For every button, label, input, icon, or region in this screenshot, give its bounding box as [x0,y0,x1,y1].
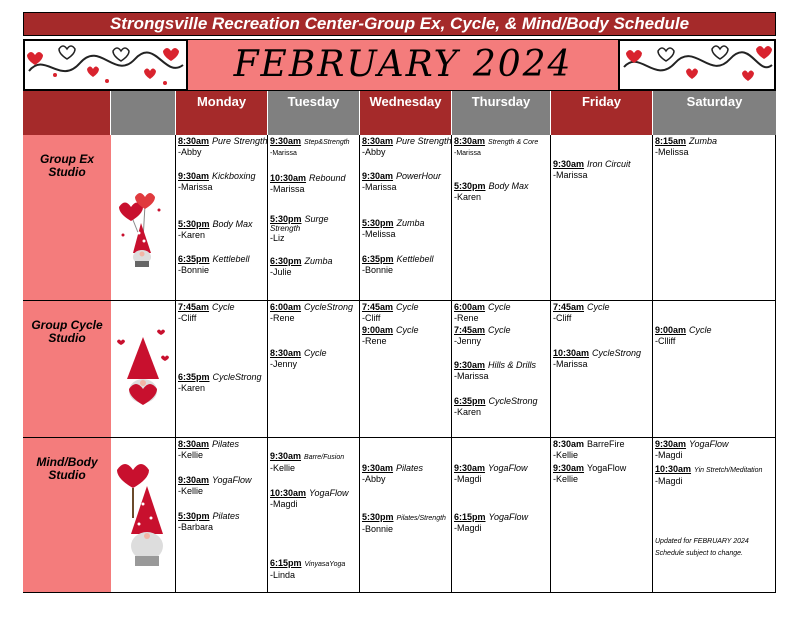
schedule-disclaimer: Schedule subject to change. [655,550,743,557]
class-entry: 6:35pm CycleStrong -Karen [178,372,262,393]
studio-image-cycle [111,301,176,438]
class-entry: 6:35pm CycleStrong -Karen [454,396,538,417]
cell-mindbody-saturday [653,438,776,593]
day-header-tuesday: Tuesday [268,91,360,135]
class-entry: 6:15pm VinyasaYoga -Linda [270,558,346,580]
heart-garland-icon [620,41,774,89]
day-header-saturday: Saturday [653,91,776,135]
heart-garland-right [618,39,776,91]
class-entry: 6:30pm Zumba -Julie [270,256,333,277]
day-header-thursday: Thursday [452,91,551,135]
day-header-wednesday: Wednesday [360,91,452,135]
gnome-heart-sign-icon [111,438,174,591]
class-entry: 9:30am Pilates -Abby [362,463,424,484]
header-corner [23,91,111,135]
class-entry: 5:30pm Pilates/Strength -Bonnie [362,512,446,534]
class-entry: 9:30am Hills & Drills -Marissa [454,360,537,381]
class-entry: 6:15pm YogaFlow -Magdi [454,512,529,533]
cell-cycle-monday [176,301,268,438]
class-entry: 10:30am YogaFlow -Magdi [270,488,349,509]
class-entry: 7:45am Cycle -Cliff [362,302,419,323]
cell-cycle-wednesday [360,301,452,438]
class-entry: 9:30am YogaFlow -Magdi [655,439,729,460]
class-entry: 8:30am Pure Strength -Abby [178,136,268,157]
class-entry: 7:45am Cycle -Jenny [454,325,511,346]
class-entry: 6:00am CycleStrong -Rene [270,302,354,323]
cell-groupex-wednesday [360,135,452,301]
heart-garland-icon [25,41,186,89]
class-entry: 6:35pm Kettlebell -Bonnie [362,254,434,275]
studio-label-mindbody: Mind/Body Studio [23,438,111,593]
cell-cycle-thursday [452,301,551,438]
cell-mindbody-wednesday [360,438,452,593]
class-entry: 5:30pm Pilates -Barbara [178,511,240,532]
class-entry: 9:30am YogaFlow -Kellie [178,475,252,496]
cell-mindbody-tuesday [268,438,360,593]
class-entry: 9:30am YogaFlow -Kellie [553,463,627,484]
class-entry: 8:30am Strength & Core -Marissa [454,136,539,157]
class-entry: 9:30am PowerHour -Marissa [362,171,442,192]
updated-note: Updated for FEBRUARY 2024 [655,538,749,545]
class-entry: 10:30am CycleStrong -Marissa [553,348,642,369]
class-entry: 9:00am Cycle -Rene [362,325,419,346]
class-entry: 9:30am Barre/Fusion -Kellie [270,451,345,473]
cell-groupex-tuesday [268,135,360,301]
class-entry: 5:30pm Body Max -Karen [178,219,253,240]
cell-mindbody-thursday [452,438,551,593]
class-entry: 10:30am Yin Stretch/Meditation -Magdi [655,464,763,486]
class-entry: 7:45am Cycle -Cliff [178,302,235,323]
studio-image-mindbody [111,438,176,593]
page-title: Strongsville Recreation Center-Group Ex, Cycle, & Mind/Body Schedule [23,12,776,36]
class-entry: 8:30am Pilates -Kellie [178,439,240,460]
day-header-monday: Monday [176,91,268,135]
cell-groupex-monday [176,135,268,301]
class-entry: 5:30pm Surge Strength -Liz [270,214,329,243]
class-entry: 6:00am Cycle -Rene [454,302,511,323]
header-image-column [111,91,176,135]
gnome-love-icon [111,301,174,436]
class-entry: 5:30pm Zumba -Melissa [362,218,425,239]
class-entry: 6:35pm Kettlebell -Bonnie [178,254,250,275]
class-entry: 9:30am Kickboxing -Marissa [178,171,256,192]
cell-groupex-saturday [653,135,776,301]
cell-mindbody-monday [176,438,268,593]
cell-cycle-saturday [653,301,776,438]
cell-cycle-friday [551,301,653,438]
studio-image-groupex [111,135,176,301]
heart-garland-left [23,39,188,91]
cell-groupex-thursday [452,135,551,301]
studio-label-groupex: Group Ex Studio [23,135,111,301]
class-entry: 9:30am YogaFlow -Magdi [454,463,528,484]
class-entry: 7:45am Cycle -Cliff [553,302,610,323]
gnome-balloon-icon [111,135,174,299]
class-entry: 8:30am BarreFire -Kellie [553,439,625,460]
class-entry: 9:00am Cycle -Clliff [655,325,712,346]
class-entry: 8:30am Pure Strength -Abby [362,136,452,157]
cell-groupex-friday [551,135,653,301]
class-entry: 8:30am Cycle -Jenny [270,348,327,369]
cell-mindbody-friday [551,438,653,593]
month-banner: FEBRUARY 2024 [188,39,618,91]
class-entry: 9:30am Step&Strength -Marissa [270,136,350,157]
day-header-friday: Friday [551,91,653,135]
class-entry: 8:15am Zumba -Melissa [655,136,718,157]
class-entry: 5:30pm Body Max -Karen [454,181,529,202]
cell-cycle-tuesday [268,301,360,438]
studio-label-cycle: Group Cycle Studio [23,301,111,438]
class-entry: 10:30am Rebound -Marissa [270,173,346,194]
class-entry: 9:30am Iron Circuit -Marissa [553,159,631,180]
